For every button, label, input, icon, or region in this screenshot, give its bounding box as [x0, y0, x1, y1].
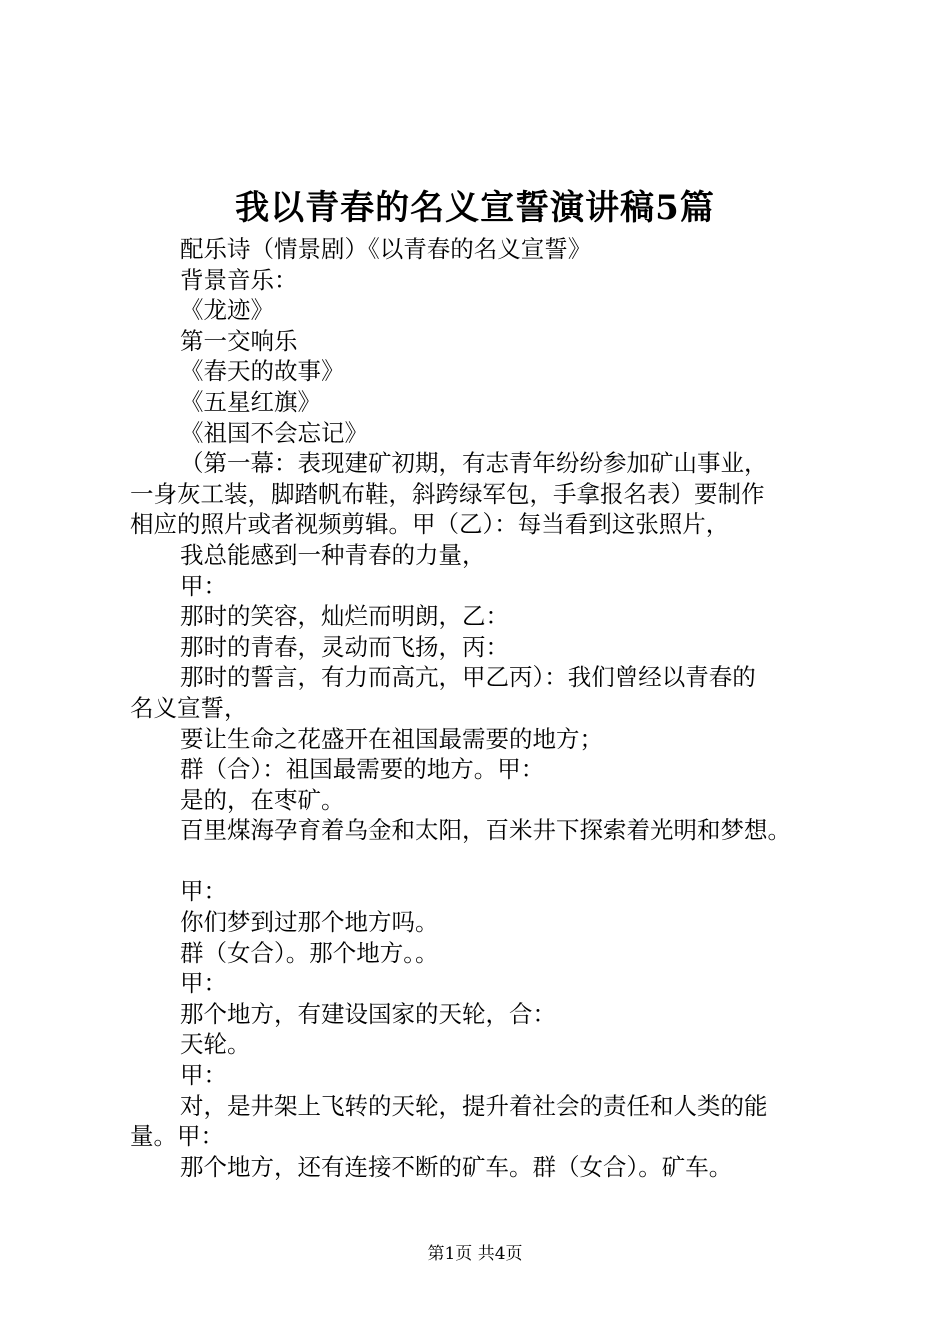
text-line: 对，是井架上飞转的天轮，提升着社会的责任和人类的能 — [180, 1091, 768, 1120]
document-body — [130, 234, 842, 1182]
text-line: 是的，在枣矿。 — [180, 785, 345, 814]
text-line: 相应的照片或者视频剪辑。甲（乙）：每当看到这张照片， — [130, 510, 730, 539]
text-line: 《春天的故事》 — [180, 357, 345, 386]
text-line: 《龙迹》 — [180, 296, 274, 325]
text-line: 甲： — [180, 969, 227, 998]
text-line: 你们梦到过那个地方吗。 — [180, 908, 439, 937]
text-line: 那个地方，有建设国家的天轮，合： — [180, 999, 556, 1028]
text-line: 名义宣誓， — [130, 693, 248, 722]
text-line: 那个地方，还有连接不断的矿车。群（女合）。矿车。 — [180, 1152, 733, 1181]
text-line: 第一交响乐 — [180, 326, 298, 355]
text-line: 天轮。 — [180, 1030, 251, 1059]
text-line: 一身灰工装，脚踏帆布鞋，斜跨绿军包，手拿报名表）要制作 — [130, 479, 765, 508]
document-title: 我以青春的名义宣誓演讲稿5篇 — [235, 188, 715, 228]
text-line: 甲： — [180, 877, 227, 906]
text-line: 配乐诗（情景剧）《以青春的名义宣誓》 — [180, 235, 592, 263]
blank-line — [130, 846, 842, 877]
page-number: 第1页 共4页 — [427, 1244, 523, 1264]
text-line: 群（合）：祖国最需要的地方。甲： — [180, 755, 545, 784]
text-line: 我总能感到一种青春的力量， — [180, 540, 486, 569]
text-line: 量。甲： — [130, 1122, 224, 1151]
text-line: 《祖国不会忘记》 — [180, 418, 368, 447]
text-line: 那时的誓言，有力而高亢，甲乙丙）：我们曾经以青春的 — [180, 663, 756, 692]
text-line: （第一幕：表现建矿初期，有志青年纷纷参加矿山事业， — [180, 449, 768, 478]
text-line: 要让生命之花盛开在祖国最需要的地方； — [180, 724, 603, 753]
text-line: 甲： — [180, 571, 227, 600]
text-line: 甲： — [180, 1061, 227, 1090]
text-line: 那时的青春，灵动而飞扬，丙： — [180, 632, 509, 661]
text-line: 《五星红旗》 — [180, 387, 321, 416]
text-line: 百里煤海孕育着乌金和太阳，百米井下探索着光明和梦想。 — [180, 816, 791, 845]
text-line: 群（女合）。那个地方。。 — [180, 938, 439, 967]
text-line: 背景音乐： — [180, 265, 298, 294]
text-line: 那时的笑容，灿烂而明朗，乙： — [180, 602, 509, 631]
